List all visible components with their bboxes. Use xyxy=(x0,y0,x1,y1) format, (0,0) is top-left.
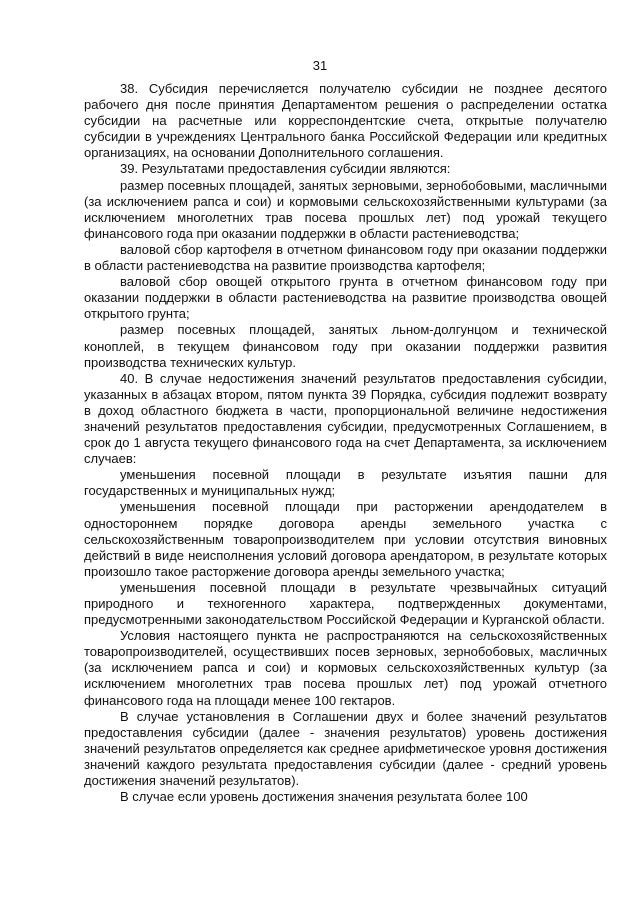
paragraph-over-100-percent: В случае если уровень достижения значения результата более 100 xyxy=(120,789,528,805)
paragraph-result-sown-area: размер посевных площадей, занятых зерновыми, зернобобовыми, масличными (за исключением рапса и сои) и кормовыми сельскохозяйственными культурами (за исключением многолетних трав посева прошлых лет) под урожай текущего финансового года при оказании поддержки в области растениеводства; xyxy=(84,177,607,241)
paragraph-exception-lease-termination: уменьшения посевной площади при расторжении арендодателем в одностороннем порядке договора аренды земельного участка с сельскохозяйственным товаропроизводителем при условии отсутствия виновных действий в виде неисполнения условий договора арендатором, в результате которых произошло такое расторжение договора аренды земельного участка; xyxy=(84,499,607,579)
paragraph-39-results-heading: 39. Результатами предоставления субсидии являются: xyxy=(120,161,451,177)
paragraph-exception-emergency: уменьшения посевной площади в результате чрезвычайных ситуаций природного и техногенного характера, подтвержденных документами, предусмотренными законодательством Российской Федерации и Курганской области. xyxy=(84,579,607,628)
paragraph-result-vegetable-harvest: валовой сбор овощей открытого грунта в отчетном финансовом году при оказании поддержки в области растениеводства на развитие производства овощей открытого грунта; xyxy=(84,274,607,322)
paragraph-38-subsidy-transfer: 38. Субсидия перечисляется получателю субсидии не позднее десятого рабочего дня после принятия Департаментом решения о распределении остатка субсидии на расчетные или корреспондентские счета, открытые получателю субсидии в учреждениях Центрального банка Российской Федерации или кредитных организациях, на основании Дополнительного соглашения. xyxy=(84,81,607,161)
paragraph-conditions-scope: Условия настоящего пункта не распространяются на сельскохозяйственных товаропроизводителей, осуществивших посев зерновых, зернобобовых, масличных (за исключением рапса и сои) и кормовых сельскохозяйственных культур (за исключением многолетних трав посева прошлых лет) под урожай отчетного финансового года на площади менее 100 гектаров. xyxy=(84,628,607,708)
paragraph-average-achievement: В случае установления в Соглашении двух и более значений результатов предоставления субсидии (далее - значения результатов) уровень достижения значений результатов определяется как среднее арифметическое уровня достижения значений каждого результата предоставления субсидии (далее - средний уровень достижения значений результатов). xyxy=(84,708,607,789)
paragraph-exception-land-seizure: уменьшения посевной площади в результате изъятия пашни для государственных и муниципальных нужд; xyxy=(84,467,607,499)
page-number: 31 xyxy=(312,58,328,73)
paragraph-result-potato-harvest: валовой сбор картофеля в отчетном финансовом году при оказании поддержки в области растениеводства на развитие производства картофеля; xyxy=(84,241,607,274)
paragraph-40-subsidy-return: 40. В случае недостижения значений результатов предоставления субсидии, указанных в абзацах втором, пятом пункта 39 Порядка, субсидия подлежит возврату в доход областного бюджета в части, пропорциональной величине недостижения значений результатов предоставления субсидии, предусмотренных Соглашением, в срок до 1 августа текущего финансового года на счет Департамента, за исключением случаев: xyxy=(84,370,607,467)
document-body xyxy=(84,81,607,805)
paragraph-result-flax-hemp-area: размер посевных площадей, занятых льном-долгунцом и технической коноплей, в текущем финансовом году при оказании поддержки развития производства технических культур. xyxy=(84,322,607,370)
